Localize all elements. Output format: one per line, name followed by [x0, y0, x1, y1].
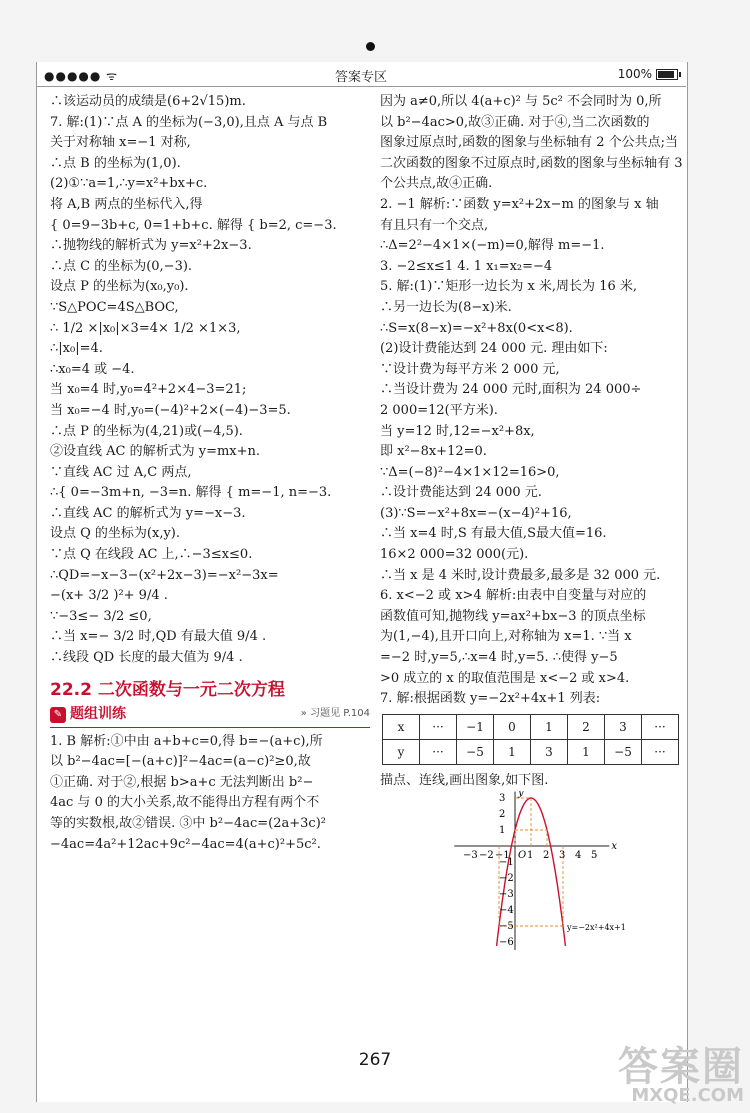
- watermark-url: MXQE.COM: [631, 1085, 744, 1106]
- battery-percent: 100%: [617, 67, 652, 81]
- watermark-logo: 答案圈: [618, 1044, 744, 1090]
- solution-line: 关于对称轴 x=−1 对称,: [50, 135, 191, 151]
- x-tick-label: −1: [495, 850, 510, 862]
- y-axis-label: y: [518, 791, 524, 800]
- solution-line: ∴该运动员的成绩是(6+2√15)m.: [50, 94, 246, 109]
- training-label: 题组训练: [70, 706, 126, 723]
- solution-line: ∴另一边长为(8−x)米.: [380, 299, 512, 315]
- table-cell: 3: [531, 739, 568, 764]
- solution-line: ∵设计费为每平方米 2 000 元,: [380, 361, 560, 377]
- solution-line: ∴当 x=− 3/2 时,QD 有最大值 9/4 .: [50, 629, 267, 645]
- solution-line: >0 成立的 x 的取值范围是 x<−2 或 x>4.: [380, 670, 630, 686]
- table-row: [383, 739, 679, 764]
- exercise-reference: » 习题见 P.104: [300, 708, 370, 720]
- x-tick-label: −2: [479, 850, 494, 862]
- camera-dot: [366, 42, 375, 51]
- watermark: [618, 1044, 744, 1106]
- solution-line: ∵直线 AC 过 A,C 两点,: [50, 464, 192, 480]
- x-tick-label: 3: [559, 850, 566, 862]
- solution-line: ∵点 Q 在线段 AC 上,∴−3≤x≤0.: [50, 547, 253, 563]
- y-tick-label: 3: [499, 793, 506, 805]
- y-tick-label: −2: [499, 873, 514, 885]
- solution-line: 函数值可知,抛物线 y=ax²+bx−3 的顶点坐标: [380, 608, 646, 624]
- table-cell: 1: [568, 739, 605, 764]
- table-cell: 1: [531, 714, 568, 739]
- solution-line: ∴x₀=4 或 −4.: [50, 361, 135, 377]
- solution-line: 有且只有一个交点,: [380, 217, 489, 233]
- y-tick-label: −3: [499, 889, 514, 901]
- solution-line: ∴S=x(8−x)=−x²+8x(0<x<8).: [380, 320, 573, 336]
- solution-line: 当 y=12 时,12=−x²+8x,: [380, 423, 535, 439]
- section-title: 22.2 二次函数与一元二次方程: [50, 679, 285, 700]
- table-cell: −5: [605, 739, 642, 764]
- solution-line: 二次函数的图象不过原点时,函数的图象与坐标轴有 3: [380, 155, 683, 171]
- table-cell: 2: [568, 714, 605, 739]
- solution-line: ②设直线 AC 的解析式为 y=mx+n.: [50, 444, 261, 460]
- battery-icon: [656, 69, 678, 80]
- solution-line: 因为 a≠0,所以 4(a+c)² 与 5c² 不会同时为 0,所: [380, 94, 662, 109]
- solution-line: 当 x₀=4 时,y₀=4²+2×4−3=21;: [50, 382, 247, 398]
- x-tick-label: 4: [575, 850, 582, 862]
- table-cell: −5: [457, 739, 494, 764]
- solution-line: 2 000=12(平方米).: [380, 402, 498, 418]
- solution-line: 4ac 与 0 的大小关系,故不能得出方程有两个不: [50, 795, 320, 811]
- solution-line: 以 b²−4ac>0,故③正确. 对于④,当二次函数的: [380, 114, 650, 130]
- solution-line: ∴当设计费为 24 000 元时,面积为 24 000÷: [380, 382, 642, 398]
- solution-line: 3. −2≤x≤1 4. 1 x₁=x₂=−4: [380, 258, 553, 274]
- solution-line: ∴QD=−x−3−(x²+2x−3)=−x²−3x=: [50, 567, 279, 583]
- solution-line: =−2 时,y=5,∴x=4 时,y=5. ∴使得 y−5: [380, 650, 618, 666]
- solution-line: ∴抛物线的解析式为 y=x²+2x−3.: [50, 238, 252, 254]
- solution-line: ∴线段 QD 长度的最大值为 9/4 .: [50, 650, 243, 666]
- table-cell: 3: [605, 714, 642, 739]
- x-tick-label: −3: [463, 850, 478, 862]
- solution-line: ∵S△POC=4S△BOC,: [50, 299, 179, 315]
- table-cell: ···: [420, 739, 457, 764]
- status-bar: [36, 62, 686, 87]
- solution-line: 个公共点,故④正确.: [380, 176, 493, 192]
- table-cell: ···: [642, 739, 679, 764]
- solution-line: 1. B 解析:①中由 a+b+c=0,得 b=−(a+c),所: [50, 733, 323, 749]
- origin-label: O: [518, 850, 527, 862]
- x-tick-label: 2: [543, 850, 550, 862]
- solution-line: ∴点 C 的坐标为(0,−3).: [50, 258, 193, 274]
- solution-line: 16×2 000=32 000(元).: [380, 547, 529, 563]
- left-column: [50, 92, 370, 855]
- solution-line: ∵Δ=(−8)²−4×1×12=16>0,: [380, 464, 560, 480]
- table-cell: ···: [420, 714, 457, 739]
- table-cell: x: [383, 714, 420, 739]
- solution-line: ∴点 P 的坐标为(4,21)或(−4,5).: [50, 423, 243, 439]
- solution-line: 7. 解:根据函数 y=−2x²+4x+1 列表:: [380, 691, 601, 707]
- solution-line: ∴{ 0=−3m+n, −3=n. 解得 { m=−1, n=−3.: [50, 485, 332, 501]
- solution-line: ∴ 1/2 ×|x₀|×3=4× 1/2 ×1×3,: [50, 320, 241, 336]
- solution-line: ∴当 x=4 时,S 有最大值,S最大值=16.: [380, 526, 607, 542]
- solution-line: ∴当 x 是 4 米时,设计费最多,最多是 32 000 元.: [380, 567, 661, 583]
- y-tick-label: −1: [499, 857, 514, 869]
- solution-line: ∴点 B 的坐标为(1,0).: [50, 155, 181, 171]
- solution-line: 为(1,−4),且开口向上,对称轴为 x=1. ∵当 x: [380, 629, 632, 645]
- solution-line: 6. x<−2 或 x>4 解析:由表中自变量与对应的: [380, 588, 647, 604]
- training-header: [50, 703, 370, 728]
- solution-line: 即 x²−8x+12=0.: [380, 444, 487, 460]
- solution-line: 等的实数根,故②错误. ③中 b²−4ac=(2a+3c)²: [50, 816, 326, 831]
- graph-caption: 描点、连线,画出图象,如下图.: [380, 772, 549, 788]
- solution-line: −4ac=4a²+12ac+9c²−4ac=4(a+c)²+5c².: [50, 836, 321, 852]
- signal-icon: ●●●●● ᯤ: [44, 69, 119, 83]
- right-column: [380, 92, 683, 979]
- x-tick-label: 5: [591, 850, 598, 862]
- solution-line: 图象过原点时,函数的图象与坐标轴有 2 个公共点;当: [380, 135, 679, 151]
- solution-line: ∴|x₀|=4.: [50, 341, 103, 357]
- solution-line: ∴设计费能达到 24 000 元.: [380, 485, 542, 501]
- table-cell: 0: [494, 714, 531, 739]
- solution-line: 5. 解:(1)∵矩形一边长为 x 米,周长为 16 米,: [380, 279, 637, 295]
- page-number: 267: [358, 1050, 392, 1070]
- solution-line: (2)①∵a=1,∴y=x²+bx+c.: [50, 176, 208, 192]
- parabola-graph: [420, 791, 650, 971]
- solution-line: ∴直线 AC 的解析式为 y=−x−3.: [50, 505, 246, 521]
- table-cell: ···: [642, 714, 679, 739]
- table-row: [383, 714, 679, 739]
- y-tick-label: −5: [499, 921, 514, 933]
- solution-line: 将 A,B 两点的坐标代入,得: [50, 196, 203, 212]
- solution-line: { 0=9−3b+c, 0=1+b+c. 解得 { b=2, c=−3.: [50, 217, 337, 233]
- value-table: [382, 714, 679, 765]
- solution-line: 7. 解:(1)∵点 A 的坐标为(−3,0),且点 A 与点 B: [50, 114, 328, 130]
- curve-label: y=−2x²+4x+1: [567, 923, 626, 933]
- y-tick-label: −4: [499, 905, 514, 917]
- solution-line: 设点 P 的坐标为(x₀,y₀).: [50, 279, 189, 295]
- solution-line: 以 b²−4ac=[−(a+c)]²−4ac=(a−c)²≥0,故: [50, 754, 311, 770]
- solution-line: 设点 Q 的坐标为(x,y).: [50, 526, 181, 542]
- pencil-icon: ✎: [50, 707, 66, 723]
- solution-line: ①正确. 对于②,根据 b>a+c 无法判断出 b²−: [50, 774, 314, 790]
- app-title: 答案专区: [334, 70, 387, 85]
- y-tick-label: 1: [499, 825, 506, 837]
- solution-line: 2. −1 解析:∵函数 y=x²+2x−m 的图象与 x 轴: [380, 196, 659, 212]
- table-cell: −1: [457, 714, 494, 739]
- x-axis-label: x: [611, 841, 618, 853]
- table-cell: 1: [494, 739, 531, 764]
- solution-line: (2)设计费能达到 24 000 元. 理由如下:: [380, 341, 608, 357]
- y-tick-label: 2: [499, 809, 506, 821]
- solution-line: ∴Δ=2²−4×1×(−m)=0,解得 m=−1.: [380, 238, 605, 254]
- x-tick-label: 1: [527, 850, 534, 862]
- table-cell: y: [383, 739, 420, 764]
- y-tick-label: −6: [499, 937, 514, 949]
- solution-line: 当 x₀=−4 时,y₀=(−4)²+2×(−4)−3=5.: [50, 402, 291, 418]
- solution-line: −(x+ 3/2 )²+ 9/4 .: [50, 588, 168, 604]
- solution-line: ∵−3≤− 3/2 ≤0,: [50, 608, 152, 624]
- solution-line: (3)∵S=−x²+8x=−(x−4)²+16,: [380, 505, 572, 521]
